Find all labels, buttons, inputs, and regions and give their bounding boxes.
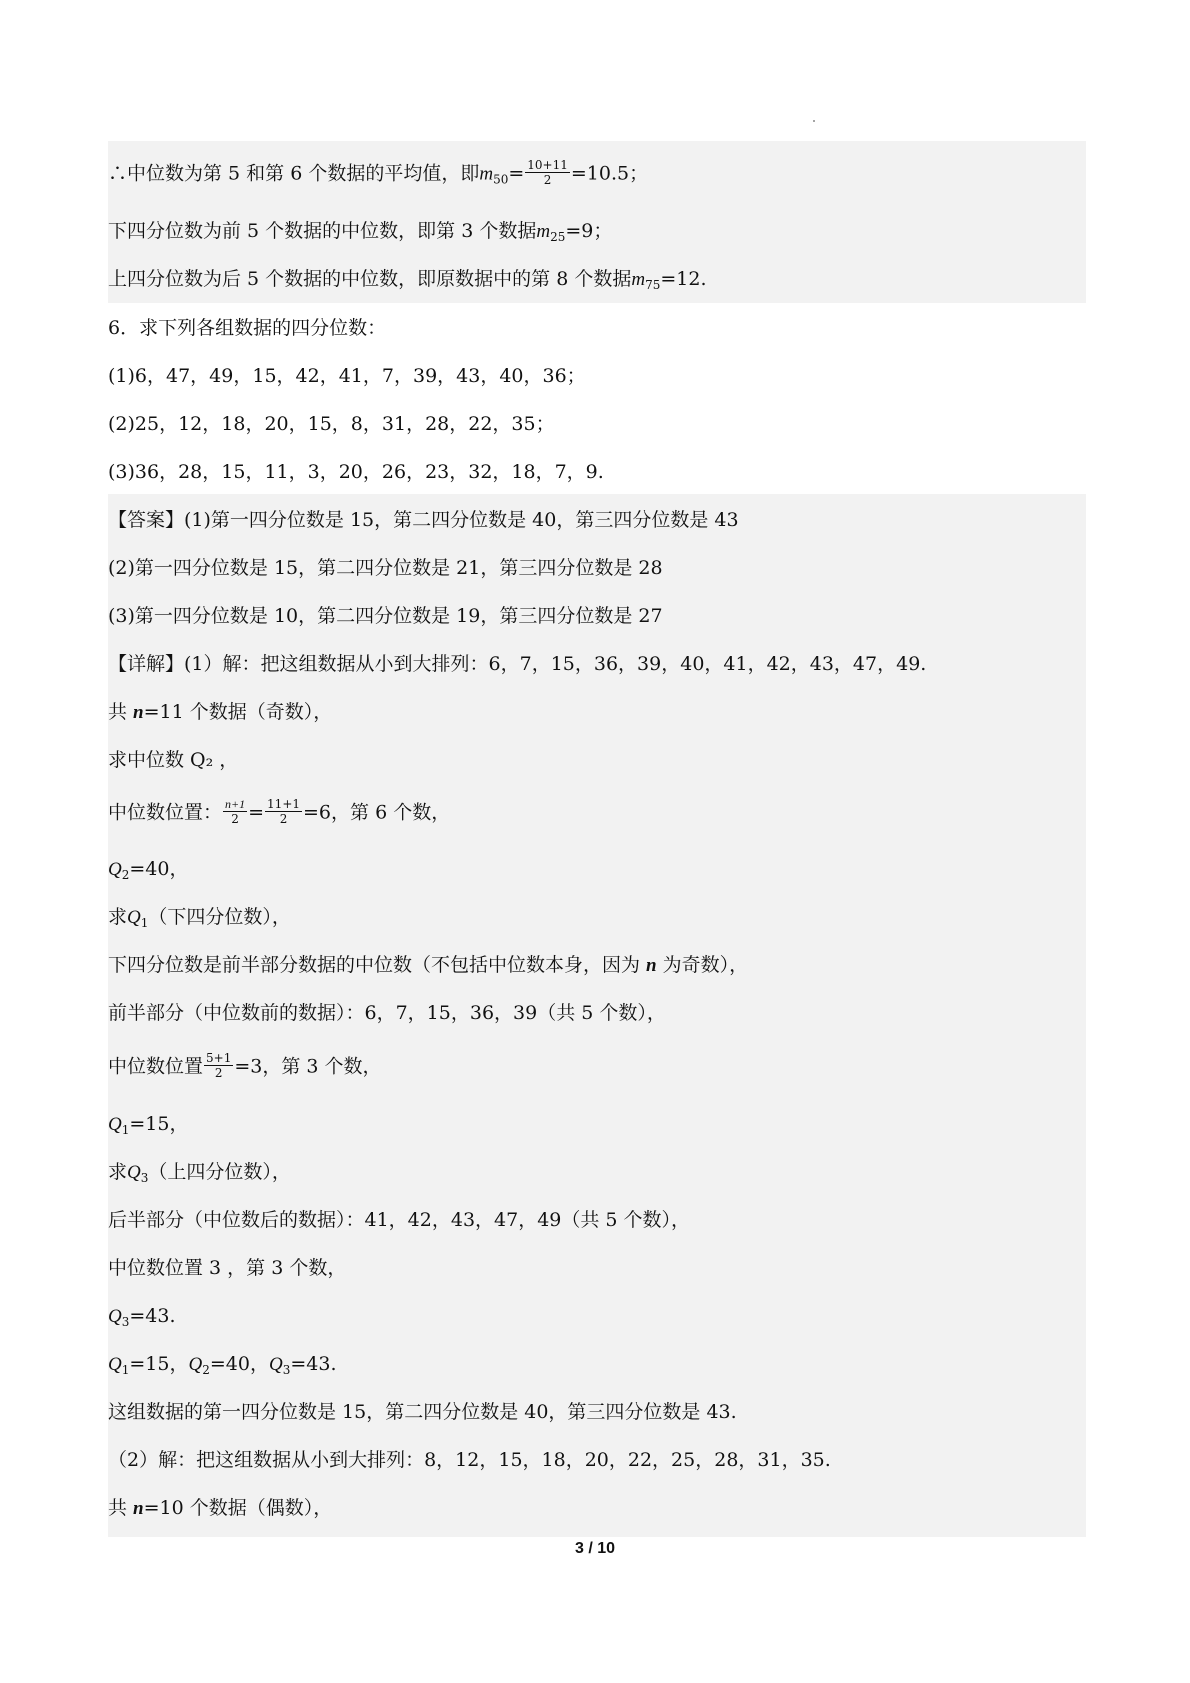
detail-line-17: （2）解：把这组数据从小到大排列：8，12，15，18，20，22，25，28，31，35. — [108, 1449, 831, 1471]
detail-line-3: 求中位数 Q₂ ， — [108, 749, 239, 771]
detail-line-10: $Q_1=15$， — [108, 1113, 189, 1137]
detail-line-4: 中位数位置： $\frac{n+1}{2}$ = $\frac{11+1}{2}$ =6，第 6 个数， — [108, 797, 451, 826]
detail-line-6: 求$Q_1$（下四分位数）， — [108, 906, 291, 930]
detail-line-8: 前半部分（中位数前的数据）：6，7，15，36，39（共 5 个数）， — [108, 1002, 666, 1024]
detail-line-5: $Q_2=40$， — [108, 858, 189, 882]
scan-dot — [813, 120, 815, 122]
answer-tag: 【答案】 — [108, 509, 185, 531]
detail-line-12: 后半部分（中位数后的数据）：41，42，43，47，49（共 5 个数）， — [108, 1209, 691, 1231]
detail-line-15: $Q_1=15$，$Q_2=40$，$Q_3=43$. — [108, 1353, 337, 1377]
answer-line-3: (3)第一四分位数是 10，第二四分位数是 19，第三四分位数是 27 — [108, 605, 663, 627]
question-item-2: (2)25，12，18，20，15，8，31，28，22，35； — [108, 413, 555, 435]
answer-line-1: 【答案】(1)第一四分位数是 15，第二四分位数是 40，第三四分位数是 43 — [108, 509, 739, 531]
prev-line-2: 下四分位数为前 5 个数据的中位数，即第 3 个数据$m_{25}=9$； — [108, 220, 613, 244]
detail-line-14: $Q_3=43$. — [108, 1305, 176, 1329]
prev-line-3: 上四分位数为后 5 个数据的中位数，即原数据中的第 8 个数据$m_{75}=12$. — [108, 268, 707, 292]
fraction: $\frac{n+1}{2}$ — [225, 797, 246, 826]
answer-line-2: (2)第一四分位数是 15，第二四分位数是 21，第三四分位数是 28 — [108, 557, 663, 579]
prev-line-1: ∴中位数为第 5 和第 6 个数据的平均值，即$m_{50}=$ $\frac{10+11}{2}$ =10.5； — [108, 158, 649, 187]
detail-tag: 【详解】 — [108, 653, 185, 675]
fraction: $\frac{11+1}{2}$ — [267, 797, 301, 826]
fraction: $\frac{5+1}{2}$ — [206, 1051, 232, 1080]
fraction: $\frac{10+11}{2}$ — [527, 158, 568, 187]
question-item-3: (3)36，28，15，11，3，20，26，23，32，18，7，9. — [108, 461, 604, 483]
detail-line-1: 【详解】(1）解：把这组数据从小到大排列：6，7，15，36，39，40，41，42，43，47，49. — [108, 653, 927, 675]
detail-line-2: 共 n=11 个数据（奇数）， — [108, 701, 333, 723]
question-item-1: (1)6，47，49，15，42，41，7，39，43，40，36； — [108, 365, 586, 387]
detail-line-9: 中位数位置 $\frac{5+1}{2}$ =3，第 3 个数， — [108, 1051, 382, 1080]
detail-line-7: 下四分位数是前半部分数据的中位数（不包括中位数本身，因为 n 为奇数）， — [108, 954, 749, 976]
detail-line-11: 求$Q_3$（上四分位数）， — [108, 1161, 291, 1185]
detail-line-16: 这组数据的第一四分位数是 15，第二四分位数是 40，第三四分位数是 43. — [108, 1401, 737, 1423]
detail-line-18: 共 n=10 个数据（偶数）， — [108, 1497, 333, 1519]
page-number: 3 / 10 — [574, 1540, 616, 1557]
question-stem: 6．求下列各组数据的四分位数： — [108, 317, 387, 339]
detail-line-13: 中位数位置 3 ，第 3 个数， — [108, 1257, 347, 1279]
